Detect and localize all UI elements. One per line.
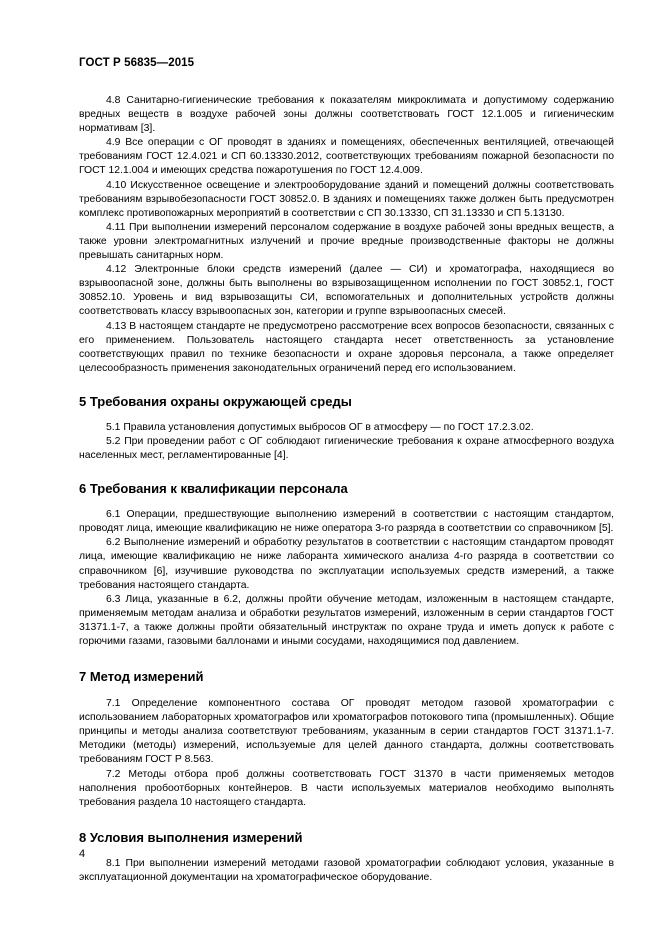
paragraph-5-1: 5.1 Правила установления допустимых выбросов ОГ в атмосферу — по ГОСТ 17.2.3.02.: [106, 421, 534, 433]
paragraph-6-1: 6.1 Операции, предшествующие выполнению измерений в соответствии с настоящим стандартом, проводят лица, имеющие квалификацию не ниже оператора 3-го разряда в соответствии со справочником [5].: [79, 509, 614, 535]
paragraph-6-3: 6.3 Лица, указанные в 6.2, должны пройти обучение методам, изложенным в настоящем стандарте, применяемым методам анализа и обработки результатов измерений, изложенным в серии стандартов ГОСТ 31371.1-7, а также должны пройти обязательный инструктаж по охране труда и иметь допуск к работе с горючими газами, газовыми баллонами и иными сосудами, находящимися под давлением.: [79, 593, 614, 647]
paragraph-4-13: 4.13 В настоящем стандарте не предусмотрено рассмотрение всех вопросов безопасности, связанных с его применением. Пользователь настоящего стандарта несет ответственность за установление соответствующих правил по технике безопасности и охране здоровья персонала, а также определяет целесообразность применения законодательных ограничений перед его использованием.: [79, 320, 614, 374]
section-8-heading: 8 Условия выполнения измерений: [79, 829, 303, 845]
paragraph-6-2: 6.2 Выполнение измерений и обработку результатов в соответствии с настоящим стандартом проводят лица, имеющие квалификацию не ниже лаборанта химического анализа 4-го разряда в соответствии со справочником [6], изучившие руководства по эксплуатации используемых средств измерений, а также требования настоящего стандарта.: [79, 537, 614, 591]
paragraph-8-1: 8.1 При выполнении измерений методами газовой хроматографии соблюдают условия, указанные в эксплуатационной документации на хроматографическое оборудование.: [79, 857, 614, 883]
page-content: [79, 94, 614, 885]
paragraph-4-9: 4.9 Все операции с ОГ проводят в зданиях и помещениях, обеспеченных вентиляцией, отвечающей требованиям ГОСТ 12.4.021 и СП 60.13330.2012, соответствующих требованиям пожарной безопасности по ГОСТ 12.1.004 и имеющих средства пожаротушения по ГОСТ 12.4.009.: [79, 137, 614, 177]
paragraph-7-1: 7.1 Определение компонентного состава ОГ проводят методом газовой хроматографии с использованием лабораторных хроматографов или хроматографов потокового типа (промышленных). Общие принципы и методы анализа соответствуют требованиям, указанным в серии стандартов ГОСТ 31371.1-7. Методики (методы) измерений, используемые для целей данного стандарта, должны соответствовать требованиям ГОСТ Р 8.563.: [79, 698, 614, 766]
section-7-heading: 7 Метод измерений: [79, 669, 204, 685]
paragraph-4-10: 4.10 Искусственное освещение и электрооборудование зданий и помещений должны соответствовать требованиям взрывобезопасности ГОСТ 30852.0. В зданиях и помещениях также должен быть предусмотрен комплекс противопожарных мероприятий в соответствии с СП 30.13330, СП 31.13330 и СП 5.13130.: [79, 179, 614, 219]
paragraph-5-2: 5.2 При проведении работ с ОГ соблюдают гигиенические требования к охране атмосферного воздуха населенных мест, регламентированные [4].: [79, 435, 614, 462]
document-header: ГОСТ Р 56835—2015: [79, 57, 195, 69]
paragraph-7-2: 7.2 Методы отбора проб должны соответствовать ГОСТ 31370 в части применяемых методов наполнения пробоотборных контейнеров. В части используемых материалов необходимо выполнять требования раздела 10 настоящего стандарта.: [79, 768, 614, 808]
paragraph-4-11: 4.11 При выполнении измерений персоналом содержание в воздухе рабочей зоны вредных веществ, а также уровни электромагнитных излучений и прочие вредные производственные факторы не должны превышать санитарных норм.: [79, 221, 614, 262]
page-number: 4: [79, 848, 86, 860]
paragraph-4-12: 4.12 Электронные блоки средств измерений (далее — СИ) и хроматографа, находящиеся во взрывоопасной зоне, должны быть выполнены во взрывозащищенном исполнении по ГОСТ 30852.1, ГОСТ 30852.10. Уровень и вид взрывозащиты СИ, вспомогательных и дополнительных устройств должны соответствовать классу взрывоопасных зон, категории и группе взрывоопасных смесей.: [79, 264, 614, 318]
paragraph-4-8: 4.8 Санитарно-гигиенические требования к показателям микроклимата и допустимому содержанию вредных веществ в воздухе рабочей зоны должны соответствовать ГОСТ 12.1.005 и гигиеническим нормативам [3].: [79, 95, 614, 135]
section-5-heading: 5 Требования охраны окружающей среды: [79, 393, 352, 409]
section-6-heading: 6 Требования к квалификации персонала: [79, 481, 348, 497]
